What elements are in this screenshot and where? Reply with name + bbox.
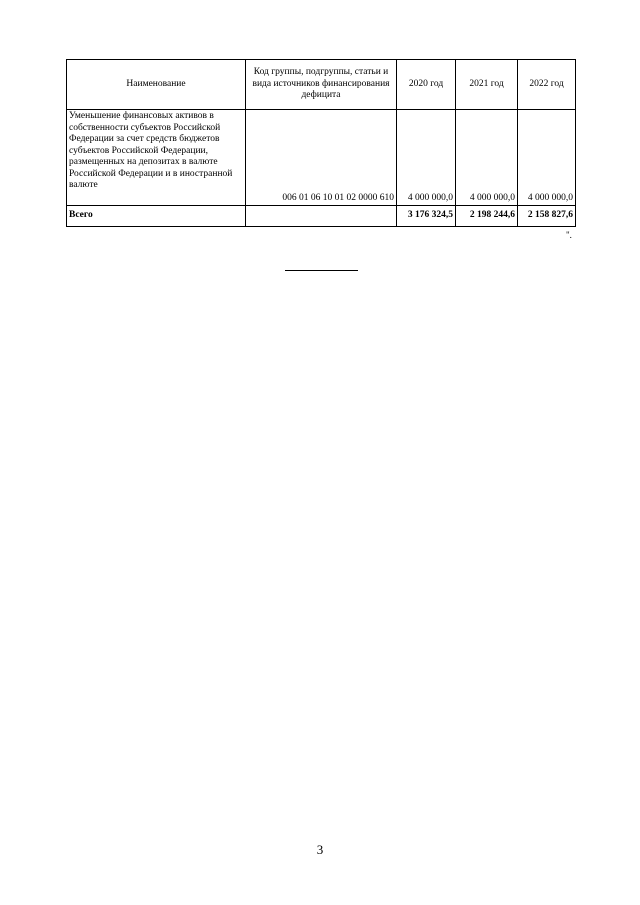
total-row — [67, 206, 576, 227]
table-header-row — [67, 60, 576, 110]
total-value-2020: 3 176 324,5 — [397, 206, 456, 227]
header-code: Код группы, подгруппы, статьи и вида источников финансирования дефицита — [246, 60, 397, 110]
total-label: Всего — [67, 206, 246, 227]
header-2022: 2022 год — [518, 60, 576, 110]
page-number: 3 — [316, 842, 324, 857]
row-value-2020: 4 000 000,0 — [397, 110, 456, 206]
total-value-2022: 2 158 827,6 — [518, 206, 576, 227]
row-value-2022: 4 000 000,0 — [518, 110, 576, 206]
total-value-2021: 2 198 244,6 — [456, 206, 518, 227]
separator-line — [285, 270, 358, 271]
table-row — [67, 110, 576, 206]
financing-sources-table — [66, 59, 576, 227]
row-value-2021: 4 000 000,0 — [456, 110, 518, 206]
header-2020: 2020 год — [397, 60, 456, 110]
closing-quote-mark: ". — [566, 230, 572, 240]
total-code-cell — [246, 206, 397, 227]
row-name-cell: Уменьшение финансовых активов в собственности субъектов Российской Федерации за счет средств бюджетов субъектов Российской Федерации, размещенных на депозитах в валюте Российской Федерации и в иностранной валюте — [67, 110, 246, 206]
header-2021: 2021 год — [456, 60, 518, 110]
row-code-cell: 006 01 06 10 01 02 0000 610 — [246, 110, 397, 206]
header-name: Наименование — [67, 60, 246, 110]
